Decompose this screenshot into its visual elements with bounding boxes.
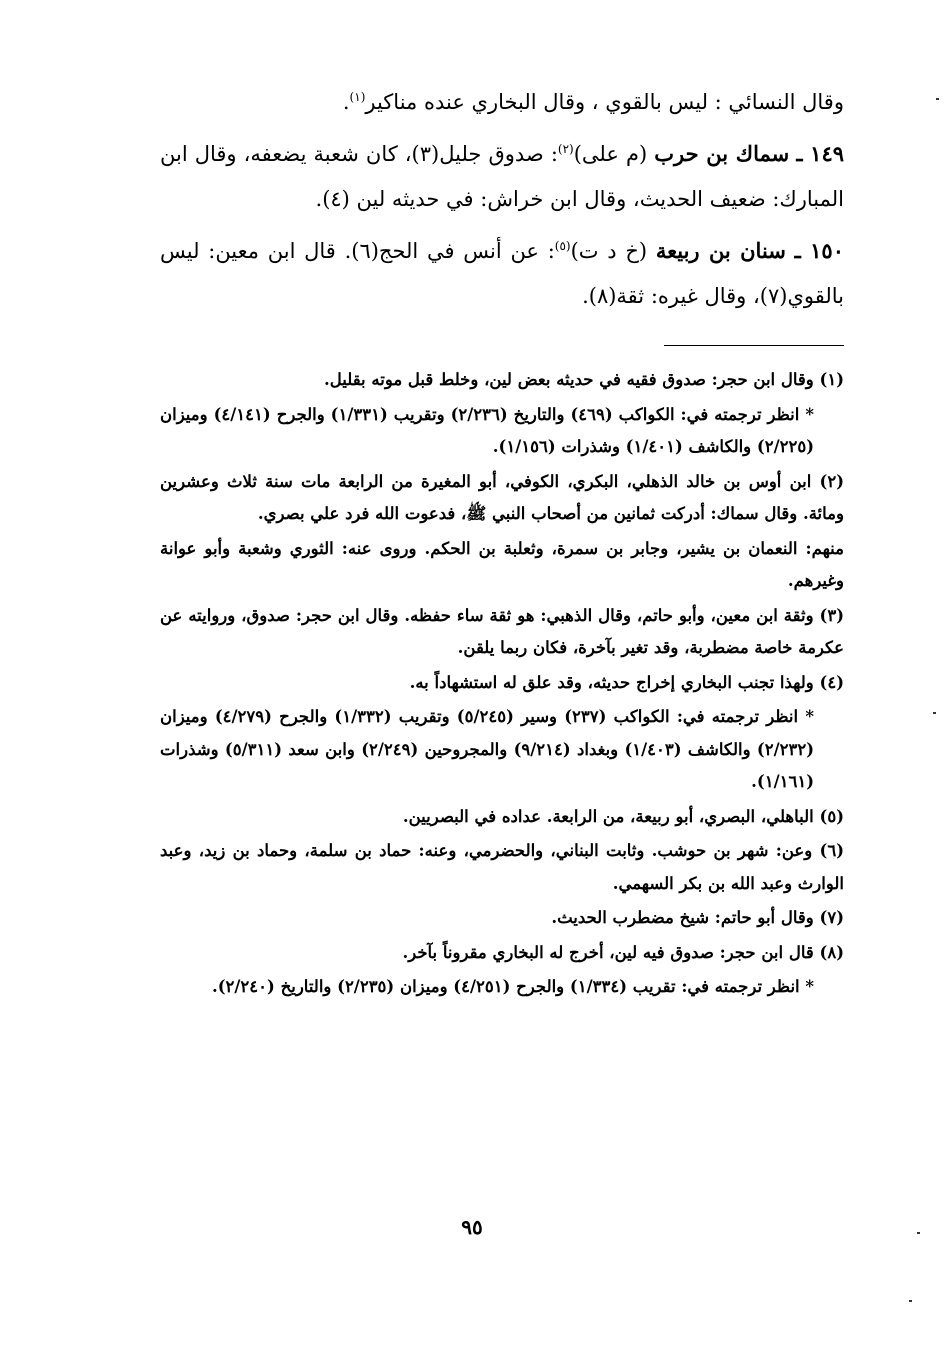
footnote: (٣) وثقة ابن معين، وأبو حاتم، وقال الذهبي: هو ثقة ساء حفظه. وقال ابن حجر: صدوق، وروايته عن عكرمة خاصة مضطربة، وقد تغير بآخرة، فكان ربما يلقن. [160, 605, 844, 657]
entry-number: ١٥٠ ـ [794, 238, 844, 263]
footnote: (٦) وعن: شهر بن حوشب. وثابت البناني، والحضرمي، وعنه: حماد بن سلمة، وحماد بن زيد، وعبد الوارث وعبد الله بن بكر السهمي. [160, 841, 844, 893]
footnote-divider [664, 345, 844, 346]
page-body [160, 80, 844, 1340]
footnote: (٨) قال ابن حجر: صدوق فيه لين، أخرج له البخاري مقروناً بآخر. [402, 942, 844, 962]
footnote: (٧) وقال أبو حاتم: شيخ مضطرب الحديث. [551, 908, 844, 927]
footnotes [160, 364, 844, 1004]
scan-speck [909, 1300, 912, 1302]
footnote-reference: * انظر ترجمته في: تقريب (١/٣٣٤) والجرح (٤/٢٥١) وميزان (٢/٢٣٥) والتاريخ (٢/٢٤٠). [211, 977, 814, 996]
footnote: (٢) ابن أوس بن خالد الذهلي، البكري، الكوفي، أبو المغيرة من الرابعة مات سنة ثلاث وعشرين ومائة. وقال سماك: أدركت ثمانين من أصحاب النبي ﷺ، فدعوت الله فرد علي بصري. [160, 471, 844, 523]
entry-150: ١٥٠ ـ سنان بن ربيعة (خ د ت)$^{(٥)}$: عن أنس في الحج(٦). قال ابن معين: ليس بالقوي(٧)، وقال غيره: ثقة(٨). [160, 238, 844, 308]
scan-speck [917, 1232, 920, 1234]
entry-149: ١٤٩ ـ سماك بن حرب (م على)$^{(٢)}$: صدوق جليل(٣)، كان شعبة يضعفه، وقال ابن المبارك: ضعيف الحديث، وقال ابن خراش: في حديثه لين (٤). [160, 141, 845, 211]
footnote: (٤) ولهذا تجنب البخاري إخراج حديثه، وقد علق له استشهاداً به. [409, 672, 844, 692]
entry-name: سنان بن ربيعة [655, 238, 786, 263]
main-text [160, 80, 844, 319]
footnote-reference: * انظر ترجمته في: الكواكب (٤٦٩) والتاريخ (٢/٢٣٦) وتقريب (١/٣٣١) والجرح (٤/١٤١) وميزان (٢/٢٢٥) والكاشف (١/٤٠١) وشذرات (١/١٥٦). [160, 404, 814, 456]
footnote: منهم: النعمان بن يشير، وجابر بن سمرة، وثعلبة بن الحكم. وروى عنه: الثوري وشعبة وأبو عوانة وغيرهم. [160, 538, 844, 590]
scan-speck [933, 712, 936, 714]
entry-number: ١٤٩ ـ [796, 141, 845, 166]
footnote: (٥) الباهلي، البصري، أبو ربيعة، من الرابعة. عداده في البصريين. [402, 806, 844, 826]
main-paragraph-0: وقال النسائي : ليس بالقوي ، وقال البخاري عنده مناكير$^{(١)}$. [342, 90, 844, 114]
footnote-reference: * انظر ترجمته في: الكواكب (٢٣٧) وسير (٥/٢٤٥) وتقريب (١/٣٣٢) والجرح (٤/٢٧٩) وميزان (٢/٢٣٢) والكاشف (١/٤٠٣) وبغداد (٩/٢١٤) والمجروحين (٢/٢٤٩) وابن سعد (٥/٣١١) وشذرات (١/١٦١). [160, 707, 814, 791]
scan-speck [936, 98, 939, 100]
entry-name: سماك بن حرب [654, 141, 790, 166]
footnote: (١) وقال ابن حجر: صدوق فقيه في حديثه بعض لين، وخلط قبل موته بقليل. [324, 370, 844, 389]
page-number: ٩٥ [461, 1215, 483, 1239]
